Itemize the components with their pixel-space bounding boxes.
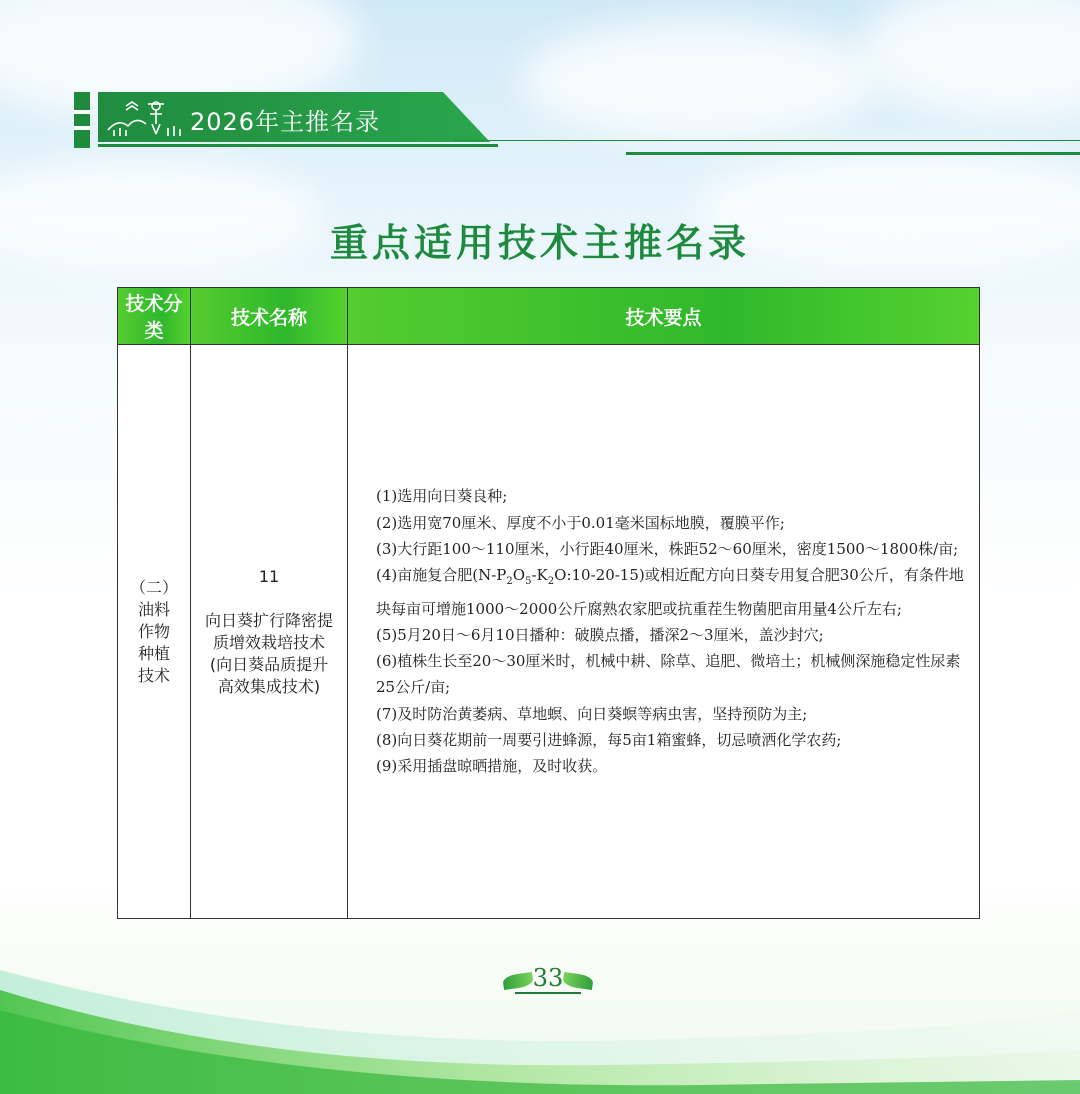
page-number-underline <box>515 992 581 994</box>
column-header-category: 技术分类 <box>118 288 191 345</box>
technology-number: 11 <box>258 566 280 586</box>
section-banner <box>74 92 1080 154</box>
technology-name: 向日葵扩行降密提质增效栽培技术(向日葵品质提升高效集成技术) <box>204 610 333 696</box>
column-header-name: 技术名称 <box>191 288 348 345</box>
page-title: 重点适用技术主推名录 <box>329 221 750 265</box>
table-row <box>118 345 980 919</box>
point-item: (9)采用插盘晾晒措施，及时收获。 <box>376 757 608 776</box>
farmer-logo-icon <box>106 96 186 138</box>
point-item: (7)及时防治黄萎病、草地螟、向日葵螟等病虫害，坚持预防为主; <box>376 704 808 723</box>
banner-marker-stripe <box>74 110 90 114</box>
point-item-fertilizer: (4)亩施复合肥$(N-P_2O_5-K_2O:10-20-15)$或相近配方向日葵专用复合肥30公斤，有条件地块每亩可增施1000～2000公斤腐熟农家肥或抗重茬生物菌肥亩用量4公斤左右; <box>376 566 964 618</box>
technology-name-cell <box>191 345 348 919</box>
point-item: (6)植株生长至20～30厘米时，机械中耕、除草、追肥、微培土；机械侧深施稳定性尿素25公斤/亩; <box>376 652 961 697</box>
point-item: (2)选用宽70厘米、厚度不小于0.01毫米国标地膜，覆膜平作; <box>376 513 785 532</box>
page-number-text: 33 <box>532 964 564 992</box>
page-number <box>503 960 593 1000</box>
technology-points-cell <box>348 345 980 919</box>
point-item: (5)5月20日～6月10日播种：破膜点播，播深2～3厘米，盖沙封穴; <box>376 625 824 644</box>
column-header-points: 技术要点 <box>348 288 980 345</box>
banner-marker <box>74 92 90 148</box>
technology-table <box>117 287 980 919</box>
category-text: （二） 油料 作物 种植 技术 <box>129 577 178 685</box>
table-header-row <box>118 288 980 345</box>
point-item: (3)大行距100～110厘米，小行距40厘米，株距52～60厘米，密度1500～1800株/亩; <box>376 539 959 558</box>
category-cell <box>118 345 191 919</box>
banner-rule <box>98 144 498 147</box>
banner-marker-stripe <box>74 126 90 130</box>
point-item: (8)向日葵花期前一周要引进蜂源，每5亩1箱蜜蜂，切忌喷洒化学农药; <box>376 731 842 750</box>
banner-rule <box>626 152 1080 155</box>
banner-rule <box>454 140 1080 141</box>
banner-title: 2026年主推名录 <box>190 108 381 136</box>
point-item: (1)选用向日葵良种; <box>376 487 508 506</box>
